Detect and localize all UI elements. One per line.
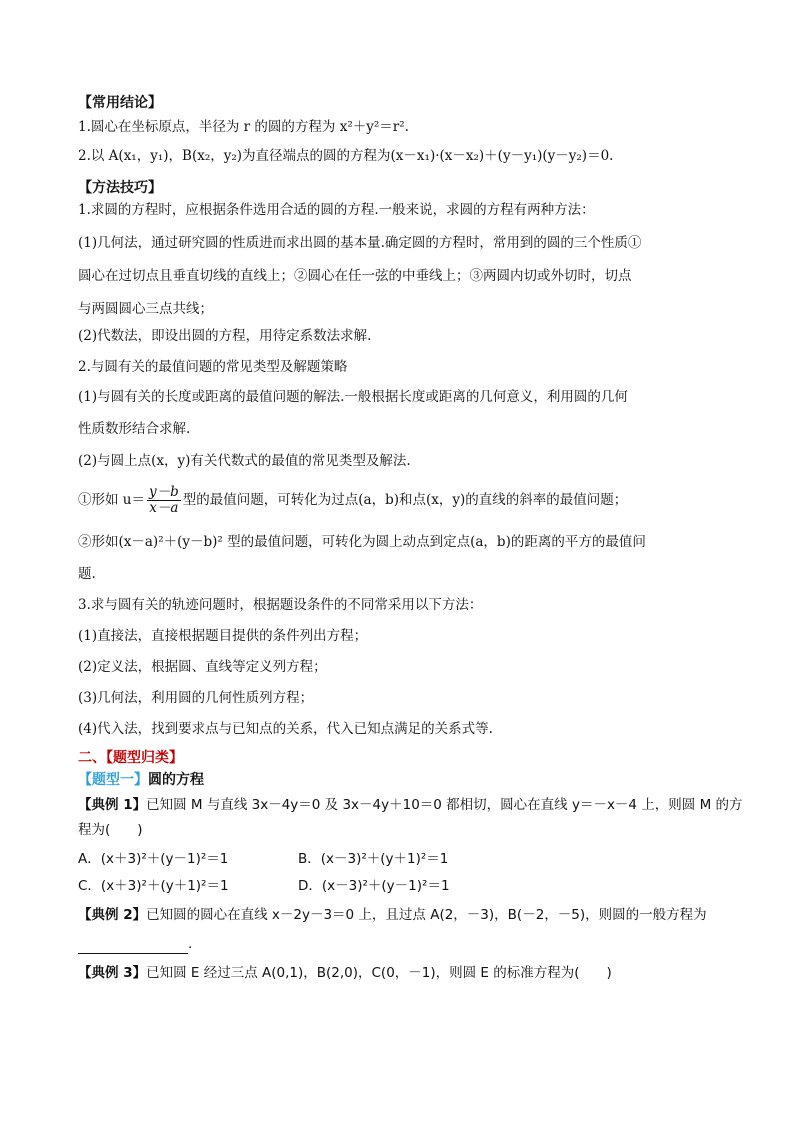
example-2-tag: 【典例 2】 [78,907,147,923]
example-1-text: 已知圆 M 与直线 3x－4y＝0 及 3x－4y＋10＝0 都相切，圆心在直线 y＝－x－4 上，则圆 M 的方 [146,797,743,813]
conclusion-2: 2.以 A(x₁，y₁)，B(x₂，y₂)为直径端点的圆的方程为(x－x₁)·(x－x₂)＋(y－y₁)(y－y₂)＝0. [78,148,614,164]
option-c: C．(x＋3)²＋(y＋1)²＝1 [78,878,229,894]
method-2: 2.与圆有关的最值问题的常见类型及解题策略 [78,359,348,375]
conclusion-1: 1.圆心在坐标原点，半径为 r 的圆的方程为 x²＋y²＝r². [78,119,409,135]
option-b: B．(x－3)²＋(y＋1)²＝1 [298,851,449,867]
method-1b: (2)代数法，即设出圆的方程，用待定系数法求解. [78,328,372,344]
method-1a-line3: 与两圆圆心三点共线； [78,301,213,317]
option-a: A．(x＋3)²＋(y－1)²＝1 [78,851,229,867]
fraction [147,485,181,516]
example-3-tag: 【典例 3】 [78,965,147,981]
method-2a-line1: (1)与圆有关的长度或距离的最值问题的解法.一般根据长度或距离的几何意义，利用圆的几何 [78,389,628,405]
method-2b1-prefix: ①形如 u＝ [78,492,145,508]
fraction-denominator: x－a [149,500,179,516]
method-3d: (4)代入法，找到要求点与已知点的关系，代入已知点满足的关系式等. [78,721,493,737]
option-d: D．(x－3)²＋(y－1)²＝1 [298,878,450,894]
example-2-end: . [188,936,193,952]
example-3-text: 已知圆 E 经过三点 A(0,1)，B(2,0)，C(0，－1)，则圆 E 的标准方程为( ) [146,965,612,981]
type-1-heading [78,770,204,790]
example-2-text: 已知圆的圆心在直线 x－2y－3＝0 上，且过点 A(2，－3)，B(－2，－5)，则圆的一般方程为 [146,907,707,923]
type-1-title: 圆的方程 [148,772,204,788]
method-2b1-suffix: 型的最值问题，可转化为过点(a，b)和点(x，y)的直线的斜率的最值问题； [182,492,628,508]
answer-blank[interactable] [78,939,188,954]
method-1: 1.求圆的方程时，应根据条件选用合适的圆的方程.一般来说，求圆的方程有两种方法： [78,202,595,218]
example-3-line1 [78,963,612,983]
method-1a-line1: (1)几何法，通过研究圆的性质进而求出圆的基本量.确定圆的方程时，常用到的圆的三个性质① [78,235,642,251]
method-2b1 [78,480,627,520]
example-2-line2 [78,934,192,954]
example-1-tag: 【典例 1】 [78,797,147,813]
method-1a-line2: 圆心在过切点且垂直切线的直线上；②圆心在任一弦的中垂线上；③两圆内切或外切时，切点 [78,268,632,284]
common-conclusions-heading: 【常用结论】 [78,95,162,111]
method-3a: (1)直接法，直接根据题目提供的条件列出方程； [78,628,368,644]
example-1-line1 [78,795,743,815]
method-2a-line2: 性质数形结合求解. [78,421,191,437]
method-2b2-line2: 题. [78,566,96,582]
type-1-tag: 【题型一】 [78,772,148,788]
example-2-line1 [78,905,707,925]
fraction-numerator: y－b [149,484,179,500]
method-3c: (3)几何法，利用圆的几何性质列方程； [78,690,314,706]
section-2-heading: 二、【题型归类】 [78,750,183,766]
method-2b2-line1: ②形如(x－a)²＋(y－b)² 型的最值问题，可转化为圆上动点到定点(a，b)的距离的平方的最值问 [78,534,646,550]
method-3b: (2)定义法，根据圆、直线等定义列方程； [78,659,327,675]
method-3: 3.求与圆有关的轨迹问题时，根据题设条件的不同常采用以下方法： [78,597,483,613]
methods-heading: 【方法技巧】 [78,180,162,196]
example-1-line2: 程为( ) [78,822,143,838]
method-2b: (2)与圆上点(x，y)有关代数式的最值的常见类型及解法. [78,453,411,469]
